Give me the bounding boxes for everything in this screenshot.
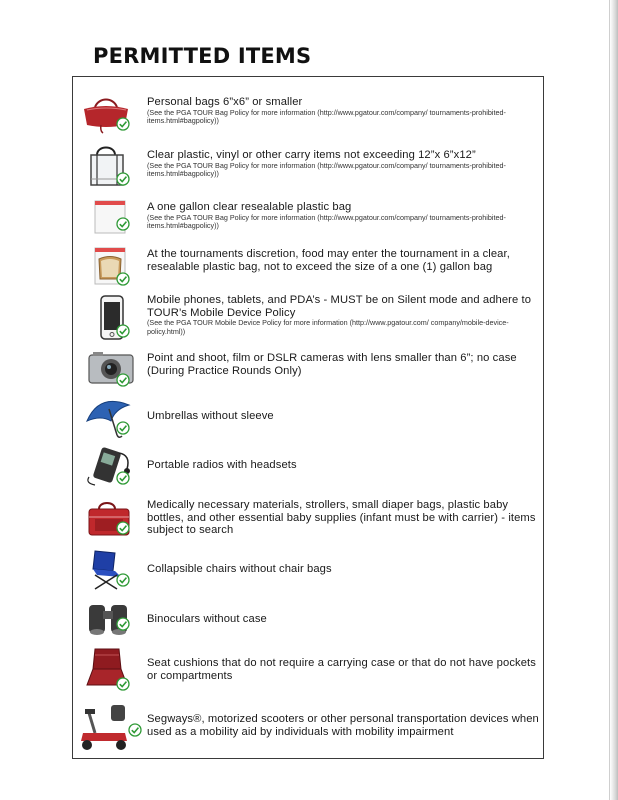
item-policy-note: (See the PGA TOUR Bag Policy for more information (http://www.pgatour.com/company/ tournaments-prohibited-items.html#bagpolicy)) [147, 160, 506, 179]
page-title: PERMITTED ITEMS [93, 44, 312, 68]
list-item-portable-radios [73, 443, 543, 491]
item-description: Seat cushions that do not require a carrying case or that do not have pockets or compartments [147, 657, 536, 682]
list-item-cameras [73, 347, 543, 391]
item-description: Segways®, motorized scooters or other personal transportation devices when used as a mobility aid by individuals with mobility impairment [147, 713, 539, 738]
list-item-personal-bags [73, 93, 543, 139]
item-description: Portable radios with headsets [147, 459, 297, 471]
permitted-items-list [72, 76, 544, 759]
page-edge-shadow [610, 0, 618, 800]
list-item-mobile-devices [73, 293, 543, 343]
list-item-gallon-bag [73, 193, 543, 239]
list-item-umbrellas [73, 395, 543, 441]
check-icon [116, 521, 130, 535]
check-icon [128, 723, 142, 737]
mobility-scooter-icon [77, 699, 133, 753]
item-description: Medically necessary materials, strollers, small diaper bags, plastic baby bottles, and other essential baby supplies (infant must be with carrier) - items subject to search [147, 499, 536, 536]
list-item-baby-supplies [73, 495, 543, 545]
item-description: Binoculars without case [147, 613, 267, 625]
item-description: A one gallon clear resealable plastic bag [147, 201, 352, 213]
item-description: Umbrellas without sleeve [147, 410, 274, 422]
list-item-food-bag [73, 243, 543, 293]
item-policy-note: (See the PGA TOUR Bag Policy for more information (http://www.pgatour.com/company/ tournaments-prohibited-items.html#bagpolicy)) [147, 107, 506, 126]
check-icon [116, 677, 130, 691]
list-item-clear-carry-items [73, 141, 543, 191]
check-icon [116, 172, 130, 186]
check-icon [116, 272, 130, 286]
check-icon [116, 117, 130, 131]
check-icon [116, 324, 130, 338]
check-icon [116, 471, 130, 485]
item-policy-note: (See the PGA TOUR Mobile Device Policy for more information (http://www.pgatour.com/ company/mobile-device-policy.html)) [147, 318, 509, 336]
list-item-mobility-devices [73, 699, 543, 755]
item-description: Collapsible chairs without chair bags [147, 563, 332, 575]
check-icon [116, 573, 130, 587]
check-icon [116, 217, 130, 231]
list-item-seat-cushions [73, 645, 543, 695]
list-item-binoculars [73, 597, 543, 643]
check-icon [116, 373, 130, 387]
check-icon [116, 421, 130, 435]
item-description: Point and shoot, film or DSLR cameras with lens smaller than 6”; no case (During Practice Rounds Only) [147, 352, 517, 377]
list-item-collapsible-chairs [73, 547, 543, 593]
item-description: Mobile phones, tablets, and PDA’s - MUST be on Silent mode and adhere to TOUR’s Mobile Device Policy [147, 294, 532, 319]
item-description: Personal bags 6”x6” or smaller [147, 96, 303, 108]
item-description: Clear plastic, vinyl or other carry items not exceeding 12”x 6”x12” [147, 149, 476, 161]
item-description: At the tournaments discretion, food may enter the tournament in a clear, resealable plastic bag, not to exceed the size of a one (1) gallon bag [147, 248, 510, 273]
check-icon [116, 617, 130, 631]
item-policy-note: (See the PGA TOUR Bag Policy for more information (http://www.pgatour.com/company/ tournaments-prohibited-items.html#bagpolicy)) [147, 212, 506, 231]
